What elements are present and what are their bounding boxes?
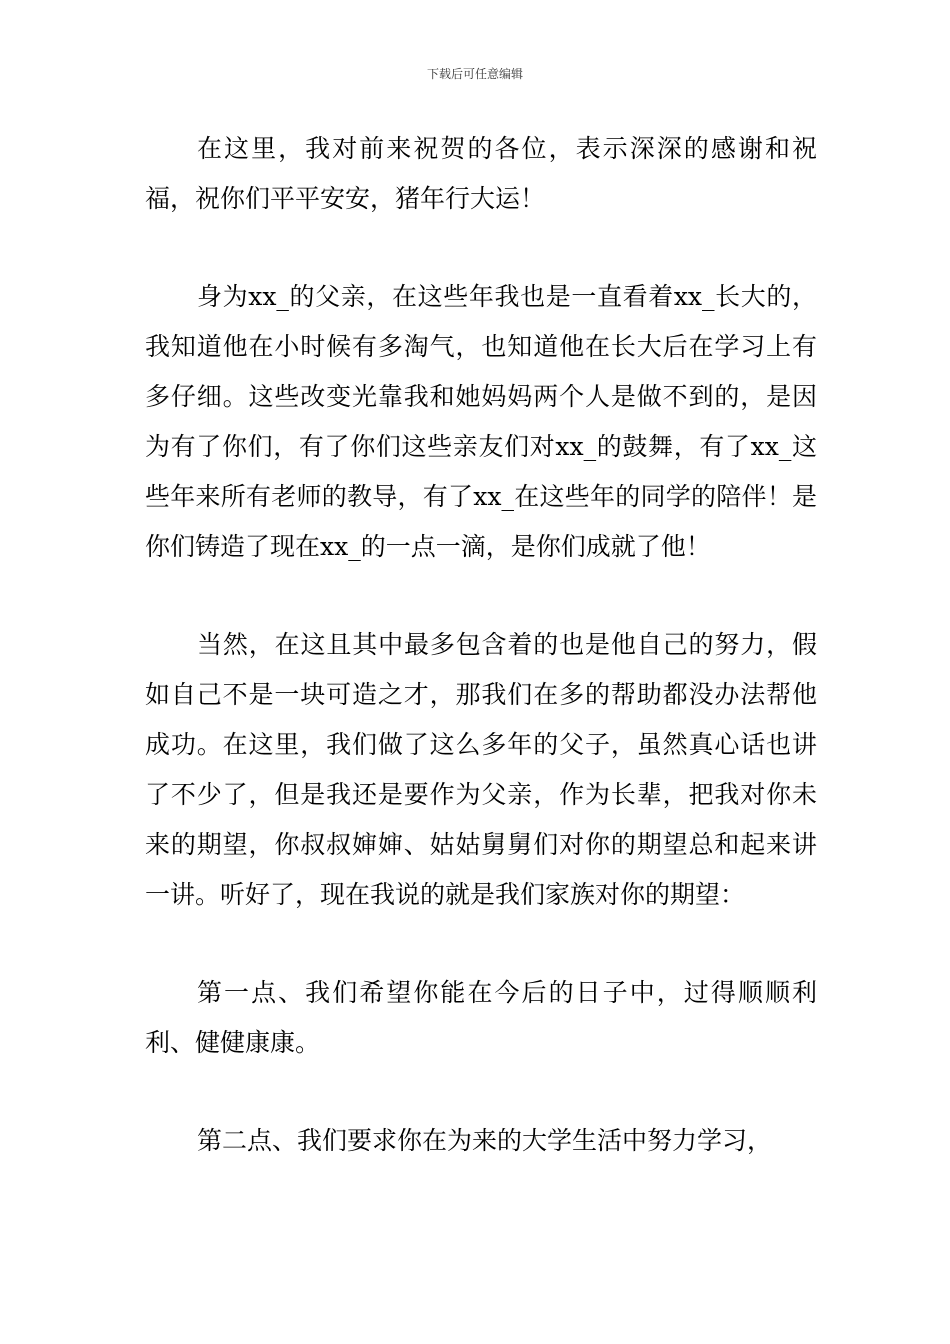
- header-note: 下载后可任意编辑: [426, 67, 523, 81]
- paragraph-father: 身为xx_的父亲，在这些年我也是一直看着xx_长大的，我知道他在小时候有多淘气，也知道他在长大后在学习上有多仔细。这些改变光靠我和她妈妈两个人是做不到的，是因为有了你们，有了你们这些亲友们对xx_的鼓舞，有了xx_这些年来所有老师的教导，有了xx_在这些年的同学的陪伴！是你们铸造了现在xx_的一点一滴，是你们成就了他！: [145, 282, 817, 561]
- paragraph-thanks: 在这里，我对前来祝贺的各位，表示深深的感谢和祝福，祝你们平平安安，猪年行大运！: [145, 134, 817, 213]
- paragraph-point-two: 第二点、我们要求你在为来的大学生活中努力学习，: [197, 1126, 773, 1155]
- document-body: [145, 124, 817, 1166]
- paragraph-point-one: 第一点、我们希望你能在今后的日子中，过得顺顺利利、健健康康。: [145, 978, 817, 1057]
- paragraph-effort: 当然，在这且其中最多包含着的也是他自己的努力，假如自己不是一块可造之才，那我们在多的帮助都没办法帮他成功。在这里，我们做了这么多年的父子，虽然真心话也讲了不少了，但是我还是要作为父亲，作为长辈，把我对你未来的期望，你叔叔婶婶、姑姑舅舅们对你的期望总和起来讲一讲。听好了，现在我说的就是我们家族对你的期望：: [145, 630, 817, 909]
